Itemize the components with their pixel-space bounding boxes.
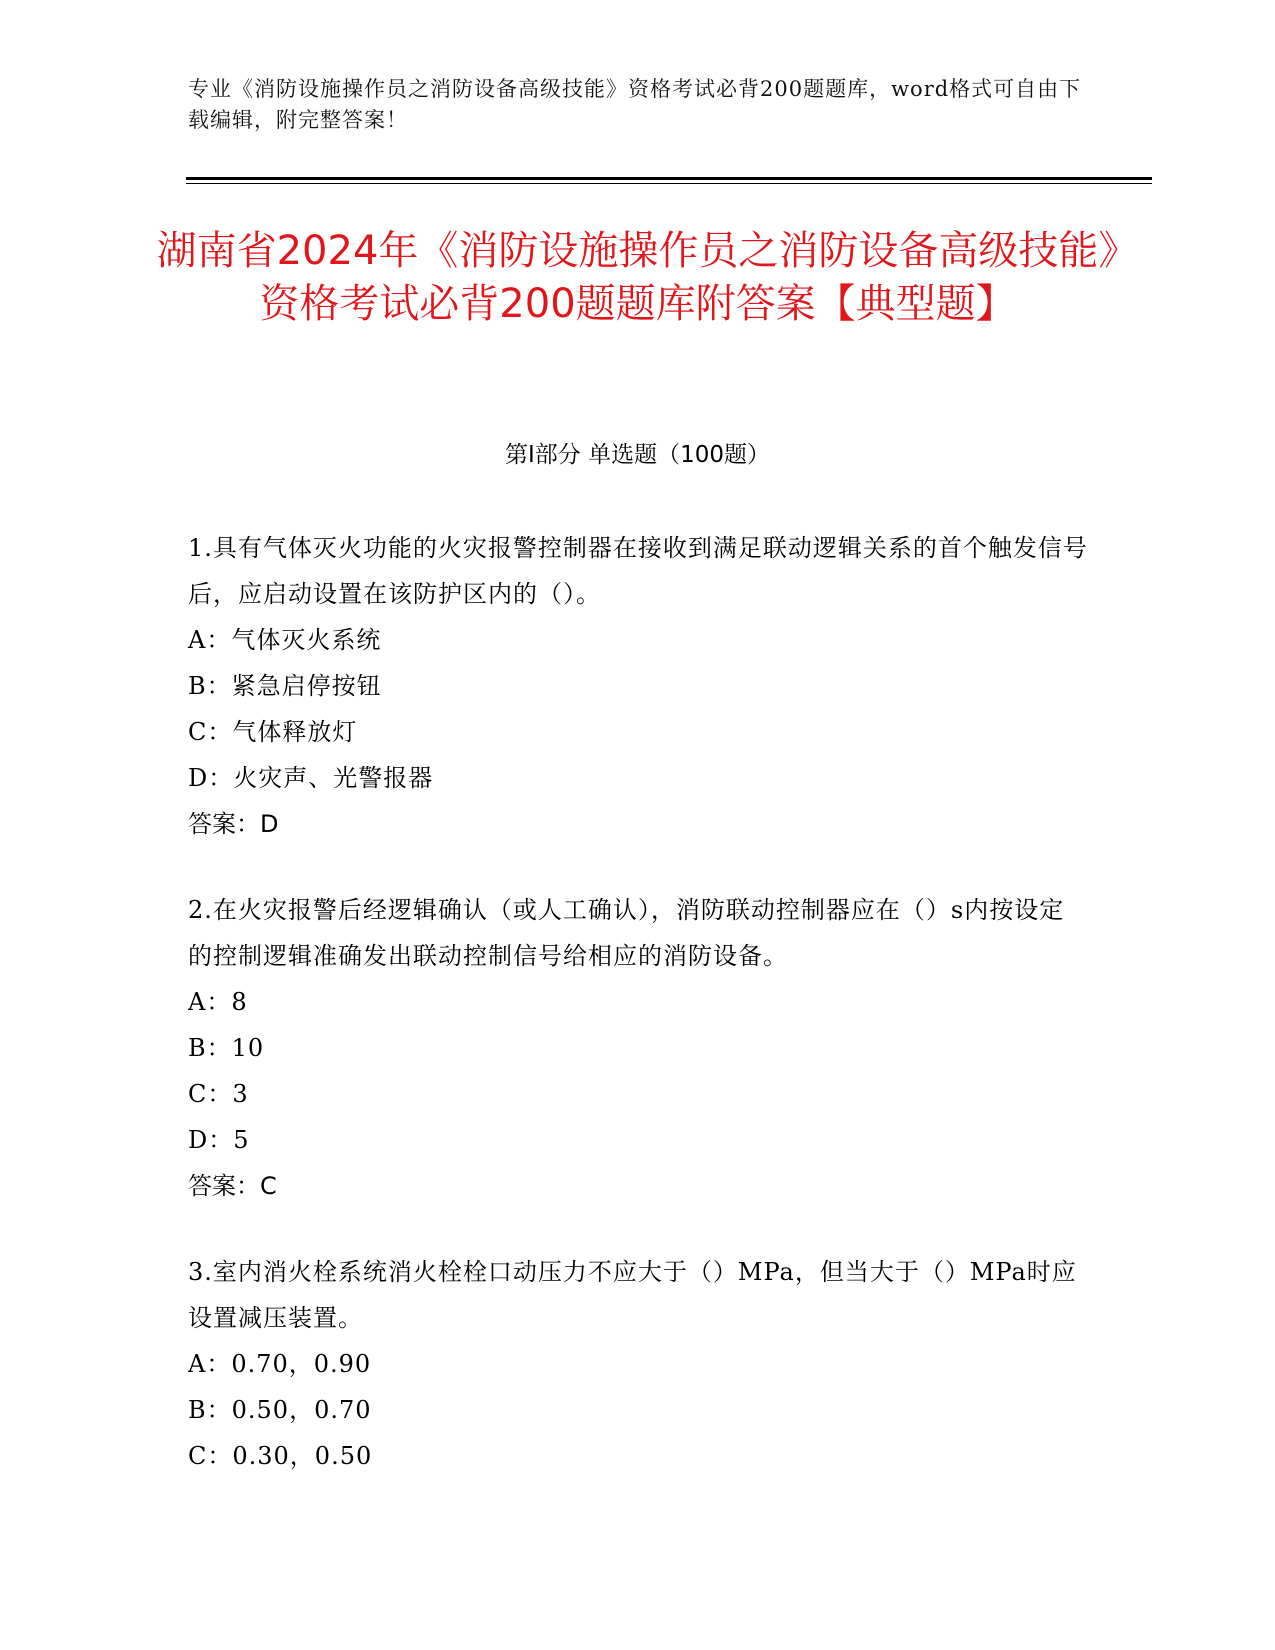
section-heading: 第I部分 单选题（100题） (505, 442, 770, 468)
question-3 (188, 1249, 1088, 1479)
option-b: B：0.50，0.70 (188, 1396, 372, 1424)
question-stem: 3.室内消火栓系统消火栓栓口动压力不应大于（）MPa，但当大于（）MPa时应设置减压装置。 (188, 1258, 1077, 1332)
question-1 (188, 525, 1088, 847)
header-divider-thin (186, 183, 1152, 184)
option-c: C：0.30，0.50 (188, 1442, 373, 1470)
option-a: A：气体灭火系统 (188, 626, 382, 654)
document-title: 湖南省2024年《消防设施操作员之消防设备高级技能》资格考试必背200题题库附答案【典型题】 (156, 228, 1119, 327)
question-2 (188, 887, 1088, 1209)
option-d: D：火灾声、光警报器 (188, 764, 434, 792)
answer: 答案：C (188, 1172, 277, 1200)
option-a: A：8 (188, 988, 248, 1016)
question-stem: 1.具有气体灭火功能的火灾报警控制器在接收到满足联动逻辑关系的首个触发信号后，应启动设置在该防护区内的（）。 (188, 534, 1088, 608)
option-a: A：0.70，0.90 (188, 1350, 372, 1378)
option-c: C：气体释放灯 (188, 718, 358, 746)
option-b: B：紧急启停按钮 (188, 672, 382, 700)
header-note: 专业《消防设施操作员之消防设备高级技能》资格考试必背200题题库，word格式可自由下载编辑，附完整答案！ (188, 77, 1082, 132)
header-divider-thick (186, 177, 1152, 180)
option-b: B：10 (188, 1034, 265, 1062)
question-stem: 2.在火灾报警后经逻辑确认（或人工确认），消防联动控制器应在（）s内按设定的控制逻辑准确发出联动控制信号给相应的消防设备。 (188, 896, 1065, 970)
answer: 答案：D (188, 810, 279, 838)
option-c: C：3 (188, 1080, 249, 1108)
option-d: D：5 (188, 1126, 250, 1154)
